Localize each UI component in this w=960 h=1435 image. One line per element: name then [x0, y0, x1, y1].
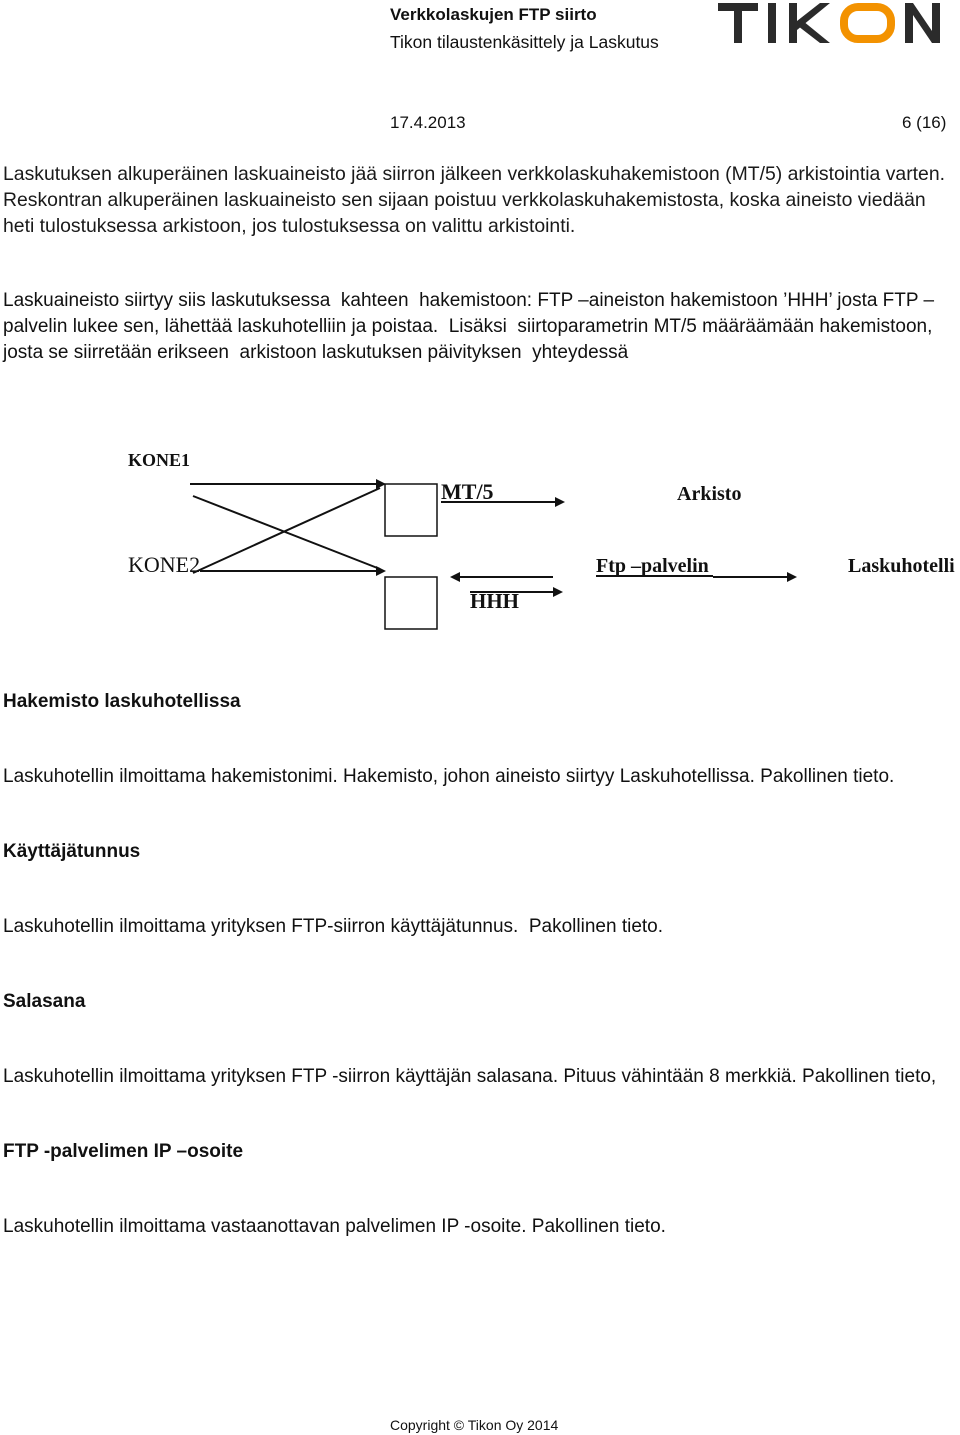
logo-letters — [718, 3, 940, 43]
arrow-ftp-to-laskuhotelli-head — [787, 572, 797, 582]
label-hhh: HHH — [470, 589, 520, 613]
paragraph1-line: Laskutuksen alkuperäinen laskuaineisto jää siirron jälkeen verkkolaskuhakemistoon (MT/5) arkistointia varten. — [3, 163, 945, 185]
logo-letter-k-lower-arm — [798, 21, 830, 43]
section-heading-kayttajatunnus: Käyttäjätunnus — [3, 841, 141, 862]
arrow-hhh-to-ftp-head — [553, 587, 563, 597]
paragraph2-line: Laskuaineisto siirtyy siis laskutuksessa kahteen hakemistoon: FTP –aineiston hakemistoon ’HHH’ josta FTP – — [3, 290, 935, 311]
section-heading-ftp-ip: FTP -palvelimen IP –osoite — [3, 1141, 244, 1162]
label-arkisto: Arkisto — [677, 483, 742, 505]
logo-letter-o-ring — [844, 7, 891, 39]
hhh-directory-box — [385, 577, 437, 629]
flow-diagram — [0, 430, 960, 640]
mt5-directory-box — [385, 484, 437, 536]
paragraph2-line: josta se siirretään erikseen arkistoon laskutuksen päivityksen yhteydessä — [3, 342, 629, 363]
paragraph1-line: heti tulostuksessa arkistoon, jos tulostuksessa on valittu arkistointi. — [3, 215, 576, 237]
arrow-kone2-to-hhh-box-head — [376, 566, 386, 576]
arrow-mt5-to-arkisto-head — [555, 497, 565, 507]
paragraph1-line: Reskontran alkuperäinen laskuaineisto sen sijaan poistuu verkkolaskuhakemistosta, koska aineisto viedään — [3, 189, 926, 211]
label-mt5: MT/5 — [441, 479, 494, 504]
label-kone1: KONE1 — [128, 450, 191, 470]
cross-line-kone1-to-hhh-box — [193, 496, 380, 569]
document-subtitle: Tikon tilaustenkäsittely ja Laskutus — [390, 32, 659, 52]
section-heading-salasana: Salasana — [3, 991, 86, 1012]
logo-letter-i — [768, 3, 776, 43]
label-laskuhotelli: Laskuhotelli — [848, 555, 955, 577]
document-date: 17.4.2013 — [390, 113, 466, 132]
document-title: Verkkolaskujen FTP siirto — [390, 5, 597, 24]
logo-letter-k-stem — [789, 3, 797, 43]
logo-letter-t-stem — [734, 3, 742, 43]
paragraph2-line: palvelin lukee sen, lähettää laskuhotelliin ja poistaa. Lisäksi siirtoparametrin MT/5 määräämään hakemistoon, — [3, 316, 933, 337]
label-kone2: KONE2 — [128, 552, 201, 577]
label-ftp-palvelin: Ftp –palvelin — [596, 555, 709, 577]
section-text-ftp-ip: Laskuhotellin ilmoittama vastaanottavan palvelimen IP -osoite. Pakollinen tieto. — [3, 1216, 666, 1237]
footer-copyright: Copyright © Tikon Oy 2014 — [390, 1417, 559, 1433]
page-number: 6 (16) — [902, 113, 947, 132]
section-text-hakemisto: Laskuhotellin ilmoittama hakemistonimi. Hakemisto, johon aineisto siirtyy Laskuhotellissa. Pakollinen tieto. — [3, 766, 895, 787]
logo-letter-n — [905, 3, 940, 43]
tikon-logo — [718, 3, 940, 45]
cross-line-kone2-to-mt5-box — [193, 488, 380, 573]
arrow-to-hhh-box-head — [450, 572, 460, 582]
section-heading-hakemisto: Hakemisto laskuhotellissa — [3, 691, 241, 712]
section-text-salasana: Laskuhotellin ilmoittama yrityksen FTP -siirron käyttäjän salasana. Pituus vähintään 8 merkkiä. Pakollinen tieto, — [3, 1066, 937, 1087]
section-text-kayttajatunnus: Laskuhotellin ilmoittama yrityksen FTP-siirron käyttäjätunnus. Pakollinen tieto. — [3, 916, 664, 937]
